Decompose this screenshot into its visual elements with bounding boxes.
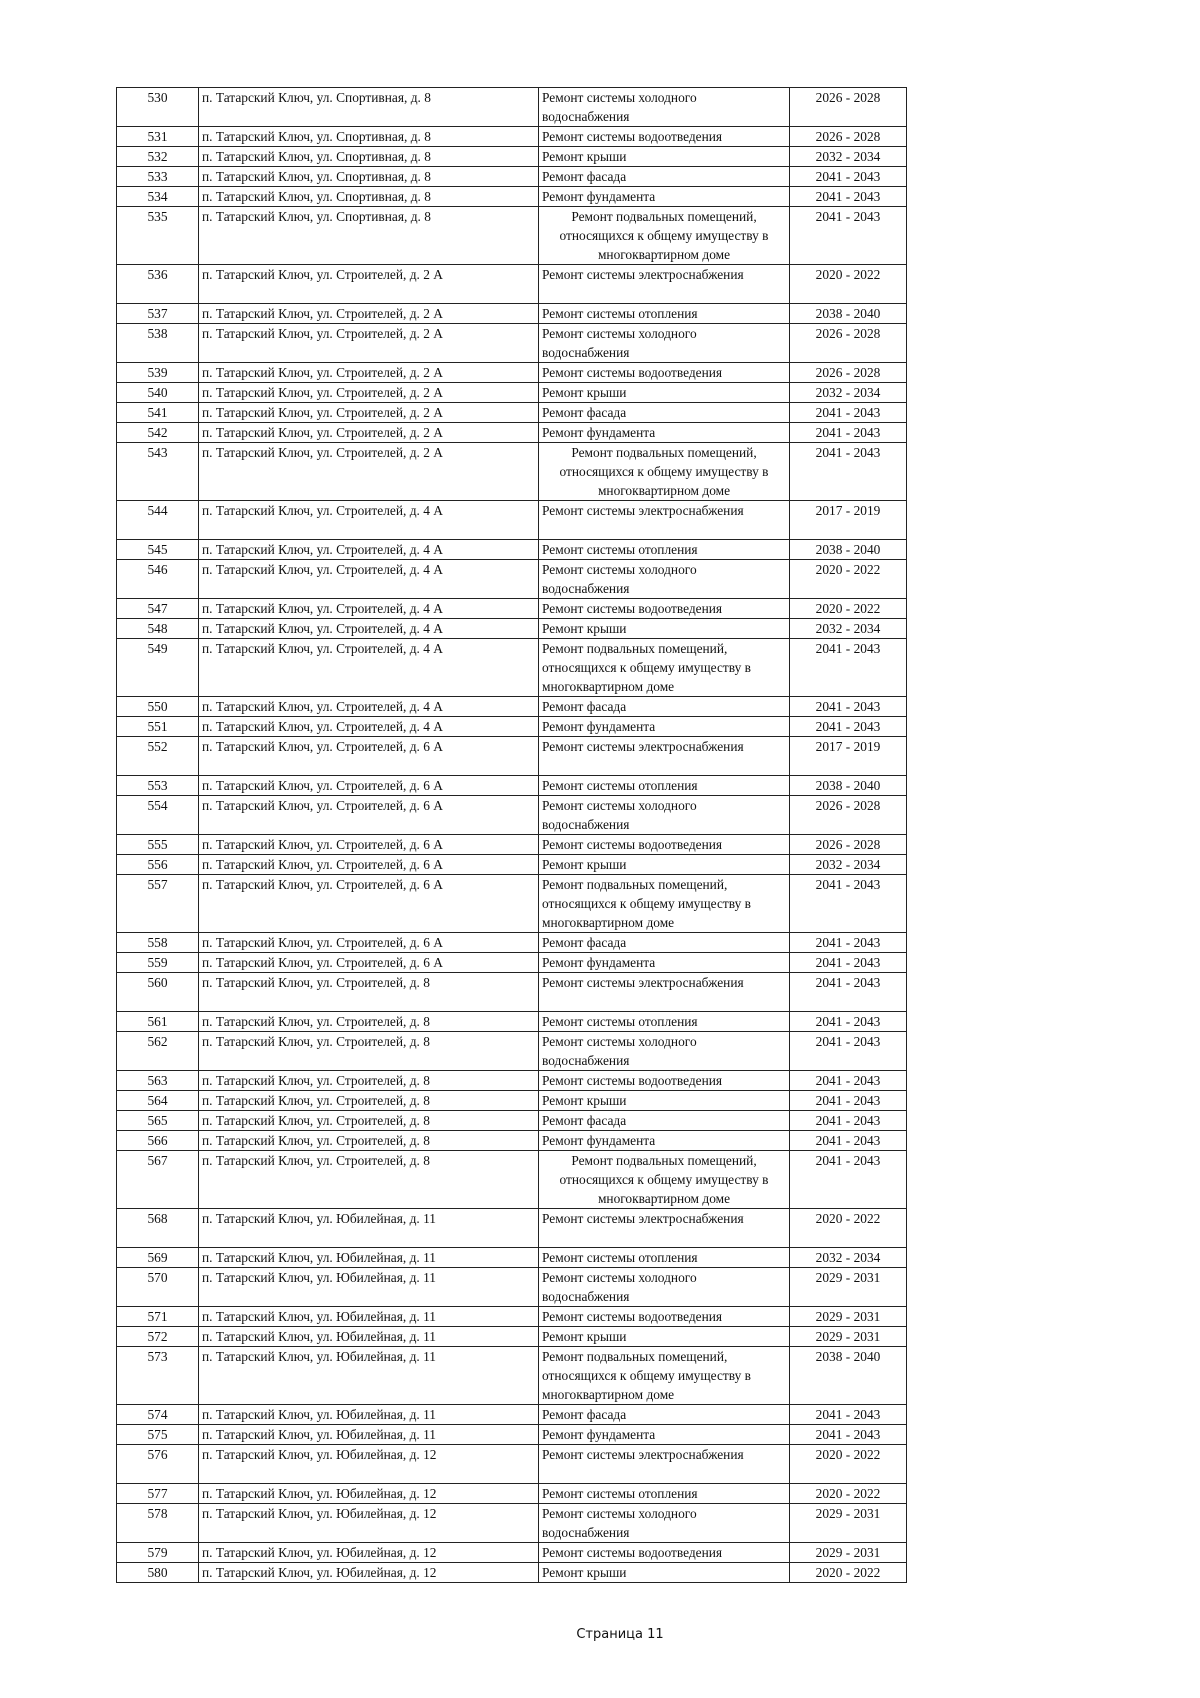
row-work-type: Ремонт крыши [539, 1091, 790, 1111]
row-period: 2041 - 2043 [790, 1091, 907, 1111]
table-row [117, 776, 907, 796]
row-work-type: Ремонт системы электроснабжения [539, 1209, 790, 1248]
row-work-type: Ремонт фасада [539, 403, 790, 423]
row-address: п. Татарский Ключ, ул. Юбилейная, д. 11 [199, 1347, 539, 1405]
row-number: 549 [117, 639, 199, 697]
row-address: п. Татарский Ключ, ул. Юбилейная, д. 11 [199, 1327, 539, 1347]
row-period: 2041 - 2043 [790, 1405, 907, 1425]
row-address: п. Татарский Ключ, ул. Строителей, д. 8 [199, 1131, 539, 1151]
table-row [117, 1071, 907, 1091]
row-period: 2026 - 2028 [790, 835, 907, 855]
row-number: 550 [117, 697, 199, 717]
row-number: 557 [117, 875, 199, 933]
row-work-type: Ремонт фасада [539, 697, 790, 717]
row-work-type: Ремонт системы электроснабжения [539, 501, 790, 540]
row-period: 2032 - 2034 [790, 147, 907, 167]
table-row [117, 1209, 907, 1248]
row-work-type: Ремонт системы водоотведения [539, 1543, 790, 1563]
row-address: п. Татарский Ключ, ул. Строителей, д. 6 А [199, 796, 539, 835]
table-row [117, 737, 907, 776]
row-period: 2041 - 2043 [790, 1425, 907, 1445]
repair-schedule-table [116, 87, 907, 1583]
row-number: 545 [117, 540, 199, 560]
row-number: 576 [117, 1445, 199, 1484]
table-row [117, 619, 907, 639]
row-work-type: Ремонт системы отопления [539, 776, 790, 796]
table-row [117, 599, 907, 619]
row-address: п. Татарский Ключ, ул. Строителей, д. 2 А [199, 443, 539, 501]
row-address: п. Татарский Ключ, ул. Строителей, д. 4 А [199, 619, 539, 639]
row-work-type: Ремонт системы водоотведения [539, 1071, 790, 1091]
row-work-type: Ремонт подвальных помещений, относящихся к общему имуществу в многоквартирном доме [539, 875, 790, 933]
row-number: 534 [117, 187, 199, 207]
row-number: 574 [117, 1405, 199, 1425]
row-period: 2029 - 2031 [790, 1543, 907, 1563]
row-address: п. Татарский Ключ, ул. Строителей, д. 8 [199, 1032, 539, 1071]
row-work-type: Ремонт системы электроснабжения [539, 265, 790, 304]
table-row [117, 1012, 907, 1032]
table-row [117, 1543, 907, 1563]
table-row [117, 1563, 907, 1583]
row-work-type: Ремонт крыши [539, 855, 790, 875]
row-work-type: Ремонт фасада [539, 1405, 790, 1425]
row-work-type: Ремонт системы холодного водоснабжения [539, 796, 790, 835]
row-number: 569 [117, 1248, 199, 1268]
table-row [117, 265, 907, 304]
row-address: п. Татарский Ключ, ул. Юбилейная, д. 11 [199, 1248, 539, 1268]
row-period: 2041 - 2043 [790, 403, 907, 423]
row-period: 2020 - 2022 [790, 1484, 907, 1504]
row-address: п. Татарский Ключ, ул. Юбилейная, д. 11 [199, 1268, 539, 1307]
row-period: 2020 - 2022 [790, 599, 907, 619]
row-period: 2041 - 2043 [790, 973, 907, 1012]
row-address: п. Татарский Ключ, ул. Юбилейная, д. 12 [199, 1445, 539, 1484]
row-work-type: Ремонт фундамента [539, 717, 790, 737]
table-row [117, 167, 907, 187]
row-address: п. Татарский Ключ, ул. Юбилейная, д. 11 [199, 1405, 539, 1425]
row-address: п. Татарский Ключ, ул. Строителей, д. 4 А [199, 697, 539, 717]
row-work-type: Ремонт крыши [539, 1563, 790, 1583]
row-number: 565 [117, 1111, 199, 1131]
row-period: 2041 - 2043 [790, 953, 907, 973]
row-number: 580 [117, 1563, 199, 1583]
row-number: 539 [117, 363, 199, 383]
row-address: п. Татарский Ключ, ул. Юбилейная, д. 11 [199, 1425, 539, 1445]
row-work-type: Ремонт фасада [539, 933, 790, 953]
row-work-type: Ремонт системы электроснабжения [539, 1445, 790, 1484]
row-number: 538 [117, 324, 199, 363]
row-number: 535 [117, 207, 199, 265]
row-number: 558 [117, 933, 199, 953]
row-work-type: Ремонт системы холодного водоснабжения [539, 324, 790, 363]
row-address: п. Татарский Ключ, ул. Строителей, д. 6 А [199, 737, 539, 776]
row-number: 573 [117, 1347, 199, 1405]
row-work-type: Ремонт фундамента [539, 953, 790, 973]
row-address: п. Татарский Ключ, ул. Строителей, д. 4 А [199, 501, 539, 540]
row-address: п. Татарский Ключ, ул. Строителей, д. 4 А [199, 599, 539, 619]
row-address: п. Татарский Ключ, ул. Спортивная, д. 8 [199, 167, 539, 187]
table-row [117, 933, 907, 953]
row-work-type: Ремонт фундамента [539, 1425, 790, 1445]
table-row [117, 1327, 907, 1347]
row-work-type: Ремонт крыши [539, 1327, 790, 1347]
table-row [117, 207, 907, 265]
row-work-type: Ремонт подвальных помещений, относящихся к общему имуществу в многоквартирном доме [539, 207, 790, 265]
row-period: 2032 - 2034 [790, 1248, 907, 1268]
table-row [117, 443, 907, 501]
row-work-type: Ремонт крыши [539, 619, 790, 639]
table-row [117, 1131, 907, 1151]
row-work-type: Ремонт системы электроснабжения [539, 973, 790, 1012]
row-period: 2020 - 2022 [790, 560, 907, 599]
table-row [117, 88, 907, 127]
row-address: п. Татарский Ключ, ул. Спортивная, д. 8 [199, 127, 539, 147]
row-address: п. Татарский Ключ, ул. Строителей, д. 2 А [199, 324, 539, 363]
row-work-type: Ремонт подвальных помещений, относящихся к общему имуществу в многоквартирном доме [539, 1347, 790, 1405]
row-number: 554 [117, 796, 199, 835]
row-period: 2041 - 2043 [790, 1131, 907, 1151]
row-number: 533 [117, 167, 199, 187]
row-address: п. Татарский Ключ, ул. Строителей, д. 4 А [199, 540, 539, 560]
row-address: п. Татарский Ключ, ул. Строителей, д. 8 [199, 1091, 539, 1111]
table-row [117, 1032, 907, 1071]
row-address: п. Татарский Ключ, ул. Юбилейная, д. 12 [199, 1563, 539, 1583]
row-address: п. Татарский Ключ, ул. Спортивная, д. 8 [199, 207, 539, 265]
row-number: 537 [117, 304, 199, 324]
row-number: 578 [117, 1504, 199, 1543]
row-period: 2026 - 2028 [790, 324, 907, 363]
table-row [117, 973, 907, 1012]
row-number: 547 [117, 599, 199, 619]
row-period: 2020 - 2022 [790, 1445, 907, 1484]
row-address: п. Татарский Ключ, ул. Строителей, д. 6 А [199, 875, 539, 933]
table-row [117, 1151, 907, 1209]
row-period: 2041 - 2043 [790, 1071, 907, 1091]
row-work-type: Ремонт системы отопления [539, 1484, 790, 1504]
row-number: 564 [117, 1091, 199, 1111]
row-number: 552 [117, 737, 199, 776]
table-row [117, 324, 907, 363]
table-row [117, 1111, 907, 1131]
row-address: п. Татарский Ключ, ул. Строителей, д. 6 А [199, 776, 539, 796]
row-period: 2020 - 2022 [790, 265, 907, 304]
table-row [117, 796, 907, 835]
row-address: п. Татарский Ключ, ул. Строителей, д. 8 [199, 973, 539, 1012]
row-work-type: Ремонт системы водоотведения [539, 599, 790, 619]
row-number: 540 [117, 383, 199, 403]
row-period: 2038 - 2040 [790, 776, 907, 796]
table-row [117, 1504, 907, 1543]
table-row [117, 304, 907, 324]
row-address: п. Татарский Ключ, ул. Строителей, д. 8 [199, 1012, 539, 1032]
row-number: 548 [117, 619, 199, 639]
row-number: 566 [117, 1131, 199, 1151]
row-address: п. Татарский Ключ, ул. Строителей, д. 8 [199, 1071, 539, 1091]
row-period: 2032 - 2034 [790, 619, 907, 639]
row-number: 530 [117, 88, 199, 127]
row-work-type: Ремонт подвальных помещений, относящихся к общему имуществу в многоквартирном доме [539, 443, 790, 501]
table-body [117, 88, 907, 1583]
row-period: 2029 - 2031 [790, 1268, 907, 1307]
table-row [117, 875, 907, 933]
row-address: п. Татарский Ключ, ул. Строителей, д. 6 А [199, 855, 539, 875]
row-address: п. Татарский Ключ, ул. Строителей, д. 6 А [199, 953, 539, 973]
row-period: 2029 - 2031 [790, 1504, 907, 1543]
row-period: 2041 - 2043 [790, 697, 907, 717]
row-number: 555 [117, 835, 199, 855]
row-work-type: Ремонт фасада [539, 167, 790, 187]
row-period: 2041 - 2043 [790, 207, 907, 265]
table-row [117, 147, 907, 167]
row-address: п. Татарский Ключ, ул. Юбилейная, д. 12 [199, 1504, 539, 1543]
row-number: 559 [117, 953, 199, 973]
table-row [117, 423, 907, 443]
table-row [117, 1248, 907, 1268]
row-work-type: Ремонт системы холодного водоснабжения [539, 88, 790, 127]
row-address: п. Татарский Ключ, ул. Строителей, д. 4 А [199, 639, 539, 697]
row-period: 2041 - 2043 [790, 639, 907, 697]
row-number: 543 [117, 443, 199, 501]
row-work-type: Ремонт системы водоотведения [539, 1307, 790, 1327]
row-work-type: Ремонт крыши [539, 383, 790, 403]
row-work-type: Ремонт системы отопления [539, 1248, 790, 1268]
table-row [117, 1268, 907, 1307]
table-row [117, 187, 907, 207]
row-period: 2041 - 2043 [790, 1111, 907, 1131]
row-period: 2029 - 2031 [790, 1327, 907, 1347]
row-address: п. Татарский Ключ, ул. Строителей, д. 6 А [199, 933, 539, 953]
row-number: 571 [117, 1307, 199, 1327]
row-period: 2020 - 2022 [790, 1563, 907, 1583]
table-row [117, 501, 907, 540]
row-number: 563 [117, 1071, 199, 1091]
row-work-type: Ремонт системы электроснабжения [539, 737, 790, 776]
row-work-type: Ремонт системы отопления [539, 304, 790, 324]
row-period: 2041 - 2043 [790, 423, 907, 443]
page-number: Страница 11 [576, 1627, 664, 1642]
row-number: 570 [117, 1268, 199, 1307]
row-work-type: Ремонт фундамента [539, 187, 790, 207]
row-number: 560 [117, 973, 199, 1012]
row-work-type: Ремонт системы холодного водоснабжения [539, 1032, 790, 1071]
row-work-type: Ремонт системы холодного водоснабжения [539, 560, 790, 599]
row-work-type: Ремонт фундамента [539, 423, 790, 443]
table-row [117, 639, 907, 697]
row-period: 2017 - 2019 [790, 737, 907, 776]
row-number: 567 [117, 1151, 199, 1209]
table-row [117, 1405, 907, 1425]
row-work-type: Ремонт системы водоотведения [539, 127, 790, 147]
row-period: 2041 - 2043 [790, 1032, 907, 1071]
row-period: 2041 - 2043 [790, 717, 907, 737]
row-address: п. Татарский Ключ, ул. Спортивная, д. 8 [199, 88, 539, 127]
table-row [117, 383, 907, 403]
row-address: п. Татарский Ключ, ул. Юбилейная, д. 12 [199, 1484, 539, 1504]
row-address: п. Татарский Ключ, ул. Строителей, д. 2 А [199, 423, 539, 443]
row-period: 2026 - 2028 [790, 127, 907, 147]
row-address: п. Татарский Ключ, ул. Спортивная, д. 8 [199, 187, 539, 207]
row-address: п. Татарский Ключ, ул. Юбилейная, д. 11 [199, 1307, 539, 1327]
row-address: п. Татарский Ключ, ул. Строителей, д. 4 А [199, 717, 539, 737]
row-period: 2032 - 2034 [790, 855, 907, 875]
row-period: 2020 - 2022 [790, 1209, 907, 1248]
row-work-type: Ремонт системы водоотведения [539, 363, 790, 383]
row-number: 568 [117, 1209, 199, 1248]
row-number: 532 [117, 147, 199, 167]
row-address: п. Татарский Ключ, ул. Юбилейная, д. 11 [199, 1209, 539, 1248]
row-number: 542 [117, 423, 199, 443]
row-address: п. Татарский Ключ, ул. Спортивная, д. 8 [199, 147, 539, 167]
row-address: п. Татарский Ключ, ул. Строителей, д. 4 А [199, 560, 539, 599]
row-number: 544 [117, 501, 199, 540]
table-row [117, 363, 907, 383]
row-number: 577 [117, 1484, 199, 1504]
table-row [117, 1307, 907, 1327]
row-number: 541 [117, 403, 199, 423]
table-row [117, 1091, 907, 1111]
row-period: 2038 - 2040 [790, 304, 907, 324]
row-period: 2038 - 2040 [790, 540, 907, 560]
row-address: п. Татарский Ключ, ул. Строителей, д. 2 А [199, 265, 539, 304]
row-work-type: Ремонт подвальных помещений, относящихся к общему имуществу в многоквартирном доме [539, 639, 790, 697]
row-period: 2041 - 2043 [790, 1151, 907, 1209]
row-period: 2041 - 2043 [790, 167, 907, 187]
row-period: 2041 - 2043 [790, 187, 907, 207]
table-row [117, 835, 907, 855]
row-number: 536 [117, 265, 199, 304]
row-period: 2026 - 2028 [790, 796, 907, 835]
row-period: 2038 - 2040 [790, 1347, 907, 1405]
row-work-type: Ремонт системы водоотведения [539, 835, 790, 855]
row-period: 2041 - 2043 [790, 875, 907, 933]
row-work-type: Ремонт системы отопления [539, 540, 790, 560]
row-period: 2032 - 2034 [790, 383, 907, 403]
row-period: 2029 - 2031 [790, 1307, 907, 1327]
row-number: 562 [117, 1032, 199, 1071]
row-number: 572 [117, 1327, 199, 1347]
row-period: 2026 - 2028 [790, 88, 907, 127]
table-row [117, 560, 907, 599]
row-number: 579 [117, 1543, 199, 1563]
row-work-type: Ремонт системы холодного водоснабжения [539, 1504, 790, 1543]
row-period: 2041 - 2043 [790, 443, 907, 501]
table-row [117, 855, 907, 875]
table-row [117, 1425, 907, 1445]
table-row [117, 1445, 907, 1484]
table-row [117, 697, 907, 717]
row-number: 546 [117, 560, 199, 599]
row-address: п. Татарский Ключ, ул. Строителей, д. 8 [199, 1111, 539, 1131]
table-row [117, 1484, 907, 1504]
table-row [117, 403, 907, 423]
row-number: 575 [117, 1425, 199, 1445]
row-work-type: Ремонт фундамента [539, 1131, 790, 1151]
table-row [117, 1347, 907, 1405]
row-work-type: Ремонт крыши [539, 147, 790, 167]
row-address: п. Татарский Ключ, ул. Строителей, д. 2 А [199, 304, 539, 324]
row-number: 556 [117, 855, 199, 875]
row-period: 2041 - 2043 [790, 933, 907, 953]
row-address: п. Татарский Ключ, ул. Юбилейная, д. 12 [199, 1543, 539, 1563]
row-period: 2026 - 2028 [790, 363, 907, 383]
row-work-type: Ремонт системы холодного водоснабжения [539, 1268, 790, 1307]
row-address: п. Татарский Ключ, ул. Строителей, д. 2 А [199, 363, 539, 383]
row-address: п. Татарский Ключ, ул. Строителей, д. 8 [199, 1151, 539, 1209]
row-address: п. Татарский Ключ, ул. Строителей, д. 2 А [199, 403, 539, 423]
row-period: 2041 - 2043 [790, 1012, 907, 1032]
row-number: 561 [117, 1012, 199, 1032]
row-period: 2017 - 2019 [790, 501, 907, 540]
table-row [117, 717, 907, 737]
row-work-type: Ремонт подвальных помещений, относящихся к общему имуществу в многоквартирном доме [539, 1151, 790, 1209]
row-address: п. Татарский Ключ, ул. Строителей, д. 2 А [199, 383, 539, 403]
row-number: 551 [117, 717, 199, 737]
table-row [117, 540, 907, 560]
row-address: п. Татарский Ключ, ул. Строителей, д. 6 А [199, 835, 539, 855]
row-work-type: Ремонт системы отопления [539, 1012, 790, 1032]
table-row [117, 127, 907, 147]
row-number: 531 [117, 127, 199, 147]
table-row [117, 953, 907, 973]
row-work-type: Ремонт фасада [539, 1111, 790, 1131]
row-number: 553 [117, 776, 199, 796]
